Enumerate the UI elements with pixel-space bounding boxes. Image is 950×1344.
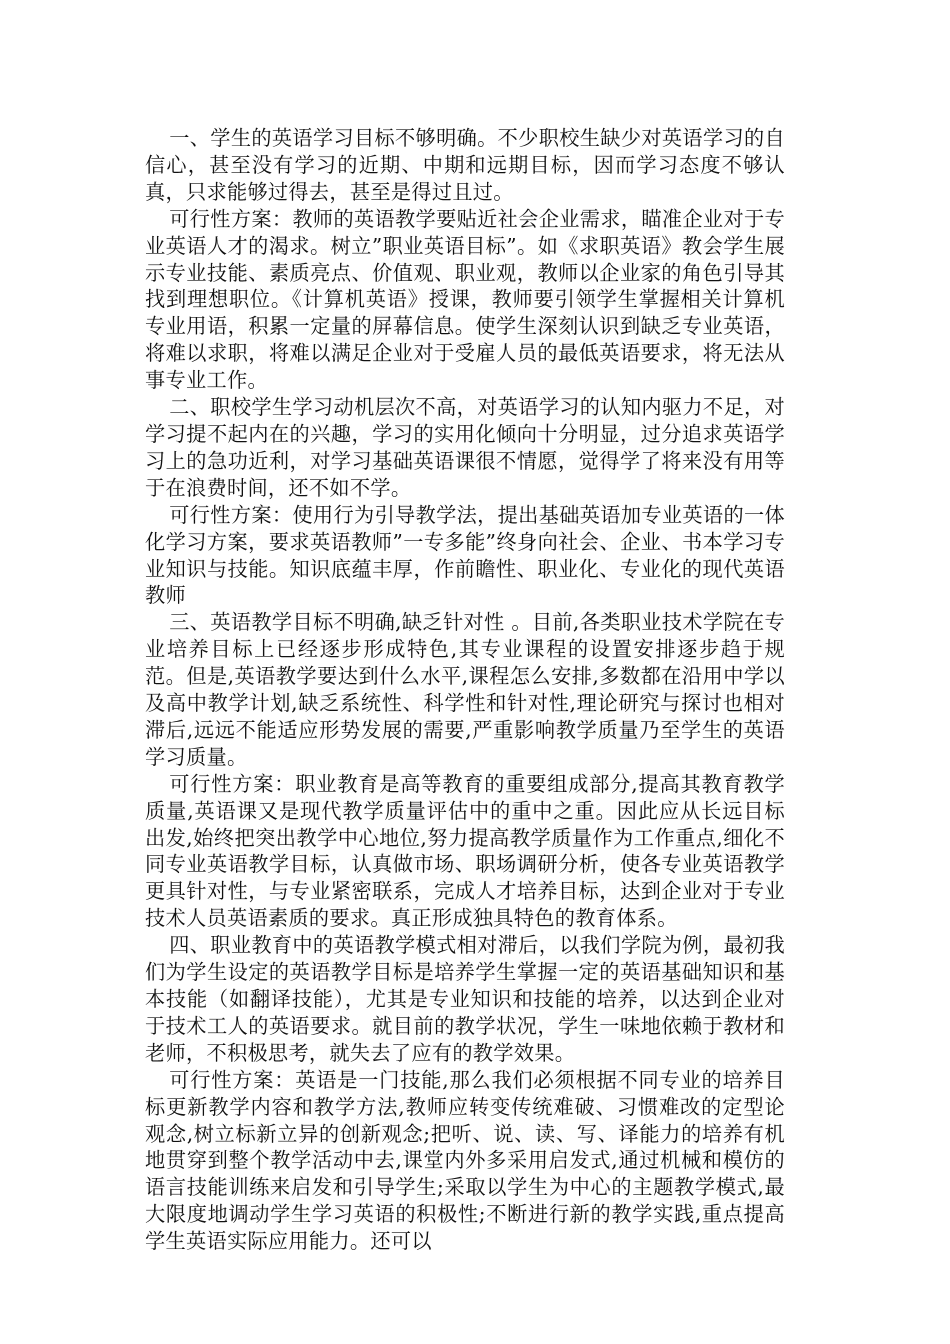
paragraph-7: 四、职业教育中的英语教学模式相对滞后，以我们学院为例，最初我们为学生设定的英语教学目标是培养学生掌握一定的英语基础知识和基本技能（如翻译技能），尤其是专业知识和技能的培养，以达到企业对于技术工人的英语要求。就目前的教学状况，学生一味地依赖于教材和老师，不积极思考，就失去了应有的教学效果。 — [145, 933, 785, 1065]
paragraph-5: 三、英语教学目标不明确,缺乏针对性 。目前,各类职业技术学院在专业培养目标上已经逐步形成特色,其专业课程的设置安排逐步趋于规范。但是,英语教学要达到什么水平,课程怎么安排,多数都在沿用中学以及高中教学计划,缺乏系统性、科学性和针对性,理论研究与探讨也相对滞后,远远不能适应形势发展的需要,严重影响教学质量乃至学生的英语学习质量。 — [145, 610, 785, 769]
paragraph-6: 可行性方案：职业教育是高等教育的重要组成部分,提高其教育教学质量,英语课又是现代教学质量评估中的重中之重。因此应从长远目标出发,始终把突出教学中心地位,努力提高教学质量作为工作重点,细化不同专业英语教学目标，认真做市场、职场调研分析，使各专业英语教学更具针对性，与专业紧密联系，完成人才培养目标，达到企业对于专业技术人员英语素质的要求。真正形成独具特色的教育体系。 — [145, 771, 785, 931]
paragraph-2: 可行性方案：教师的英语教学要贴近社会企业需求，瞄准企业对于专业英语人才的渴求。树立”职业英语目标”。如《求职英语》教会学生展示专业技能、素质亮点、价值观、职业观，教师以企业家的角色引导其找到理想职位。《计算机英语》授课，教师要引领学生掌握相关计算机专业用语，积累一定量的屏幕信息。使学生深刻认识到缺乏专业英语，将难以求职，将难以满足企业对于受雇人员的最低英语要求，将无法从事专业工作。 — [145, 206, 785, 393]
document-body — [145, 125, 785, 1255]
paragraph-1: 一、学生的英语学习目标不够明确。不少职校生缺少对英语学习的自信心，甚至没有学习的近期、中期和远期目标，因而学习态度不够认真，只求能够过得去，甚至是得过且过。 — [145, 126, 785, 204]
paragraph-3: 二、职校学生学习动机层次不高，对英语学习的认知内驱力不足，对学习提不起内在的兴趣，学习的实用化倾向十分明显，过分追求英语学习上的急功近利，对学习基础英语课很不情愿，觉得学了将来没有用等于在浪费时间，还不如不学。 — [145, 395, 785, 500]
paragraph-8: 可行性方案：英语是一门技能,那么我们必须根据不同专业的培养目标更新教学内容和教学方法,教师应转变传统难破、习惯难改的定型论观念,树立标新立异的创新观念;把听、说、读、写、译能力的培养有机地贯穿到整个教学活动中去,课堂内外多采用启发式,通过机械和模仿的语言技能训练来启发和引导学生;采取以学生为中心的主题教学模式,最大限度地调动学生学习英语的积极性;不断进行新的教学实践,重点提高学生英语实际应用能力。还可以 — [145, 1067, 785, 1254]
paragraph-4: 可行性方案：使用行为引导教学法，提出基础英语加专业英语的一体化学习方案，要求英语教师”一专多能”终身向社会、企业、书本学习专业知识与技能。知识底蕴丰厚，作前瞻性、职业化、专业化的现代英语教师 — [145, 502, 785, 608]
